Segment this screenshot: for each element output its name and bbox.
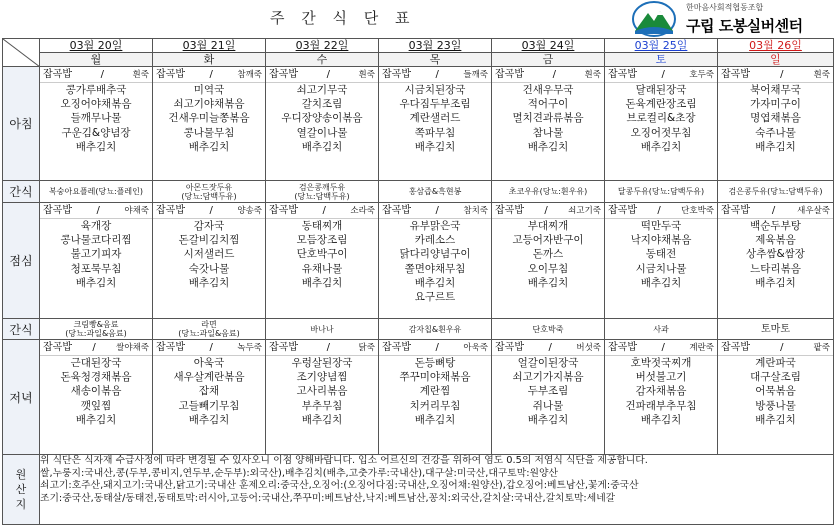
breakfast-cell (153, 67, 266, 181)
porridge-label: 흰죽 (584, 69, 601, 80)
rice-label: 잡곡밥 (608, 68, 637, 80)
breakfast-cell (605, 67, 718, 181)
snack-cell (605, 319, 718, 340)
rice-label: 잡곡밥 (156, 68, 185, 80)
dish-item: 가자미구이 (750, 98, 801, 111)
date-cell: 03월 20일 (40, 39, 153, 53)
rice-porridge-line (379, 340, 491, 356)
rice-porridge-line (605, 67, 717, 83)
dish-item: 감자국 (193, 220, 225, 232)
rice-porridge-line (718, 340, 833, 356)
dish-item: 배추김치 (755, 276, 796, 289)
weekday-cell: 금 (492, 53, 605, 67)
dish-item: 모듬장조림 (296, 234, 348, 247)
weekday-cell: 월 (40, 53, 153, 67)
weekday-cell: 수 (266, 53, 379, 67)
dish-item: 우다짐두부조림 (399, 98, 471, 111)
dish-item: 시금치나물 (635, 262, 687, 275)
dish-item: 조기양념찜 (296, 371, 348, 384)
porridge-label: 들깨죽 (463, 69, 488, 80)
meal-label-breakfast: 아침 (3, 67, 40, 181)
rice-label: 잡곡밥 (608, 204, 637, 216)
porridge-label: 흰죽 (358, 69, 375, 80)
slash-separator: / (771, 204, 776, 216)
org-logo (632, 1, 832, 37)
snack-cell (718, 181, 834, 203)
dish-item: 배추김치 (640, 140, 682, 153)
weekday-cell-saturday: 토 (605, 53, 718, 67)
rice-label: 잡곡밥 (43, 341, 72, 353)
date-cell: 03월 24일 (492, 39, 605, 53)
rice-porridge-line (266, 340, 378, 356)
snack-cell (379, 319, 492, 340)
dish-item: 배추김치 (755, 140, 796, 153)
porridge-label: 참치죽 (463, 205, 488, 216)
dish-item: 시금치된장국 (404, 84, 466, 96)
dish-item: 불고기피자 (70, 248, 122, 261)
dish-item: 배추김치 (301, 413, 343, 426)
slash-separator: / (209, 341, 213, 353)
slash-separator: / (326, 341, 330, 353)
porridge-label: 호두죽 (689, 69, 714, 80)
meal-label-snack: 간식 (3, 319, 40, 340)
date-cell-sunday: 03월 26일 (718, 39, 834, 53)
dish-item: 유채나물 (301, 262, 343, 275)
rice-porridge-line (40, 67, 152, 83)
rice-label: 잡곡밥 (721, 341, 750, 353)
rice-porridge-line (492, 203, 604, 219)
snack-cell (40, 181, 153, 203)
corner-cell (3, 39, 40, 67)
dish-item: 낙지야채볶음 (630, 234, 692, 247)
dish-item: 고등어자반구이 (512, 234, 584, 247)
rice-porridge-line (718, 203, 833, 219)
dish-item: 달래된장국 (635, 84, 687, 96)
dish-item: 브로컬리&초장 (626, 112, 696, 125)
date-cell: 03월 22일 (266, 39, 379, 53)
dish-item: 명엽채볶음 (750, 112, 801, 125)
rice-label: 잡곡밥 (269, 204, 298, 216)
slash-separator: / (435, 68, 439, 80)
dish-item: 깻잎찜 (80, 399, 112, 412)
dish-item: 우디장양송이볶음 (281, 112, 363, 125)
dish-item: 고사리볶음 (296, 385, 348, 398)
dish-item: 들깨무나물 (70, 112, 122, 125)
dish-item: 부대찌개 (527, 220, 569, 232)
dish-item: 돈등뼈탕 (414, 357, 456, 369)
dish-item: 쪽파무침 (414, 126, 456, 139)
dinner-cell (492, 340, 605, 455)
rice-label: 잡곡밥 (269, 68, 298, 80)
dish-item: 배추김치 (414, 276, 456, 289)
snack-item: 검은콩두유(당뇨:담백두유) (728, 187, 823, 196)
porridge-label: 흰죽 (132, 69, 149, 80)
dish-item: 숙주나물 (755, 126, 796, 139)
dish-item: 배추김치 (527, 276, 569, 289)
rice-porridge-line (40, 203, 152, 219)
dish-item: 배추김치 (527, 140, 569, 153)
snack-cell (605, 181, 718, 203)
dish-item: 시저샐러드 (183, 248, 235, 261)
dish-item: 호박젓국찌개 (630, 357, 692, 369)
snack-item: 바나나 (310, 324, 334, 334)
dish-item: 북어채무국 (750, 84, 801, 96)
dish-item: 어묵볶음 (755, 385, 796, 398)
rice-porridge-line (605, 203, 717, 219)
dish-item: 백순두부탕 (750, 220, 801, 232)
page-header (0, 0, 835, 38)
porridge-label: 녹두죽 (237, 342, 262, 353)
porridge-label: 야채죽 (124, 205, 149, 216)
dish-item: 쇠고기야채볶음 (173, 98, 245, 111)
dish-item: 버섯불고기 (635, 371, 687, 384)
dish-item: 돈갈비김치찜 (178, 234, 240, 247)
dish-item: 쭈꾸미야채볶음 (399, 371, 471, 384)
snack-item: 검은콩깨두유 (298, 182, 346, 192)
dish-item: 잡채 (198, 385, 220, 398)
org-name: 구립 도봉실버센터 (686, 17, 803, 35)
date-cell: 03월 21일 (153, 39, 266, 53)
dish-item: 두부조림 (527, 385, 569, 398)
snack-item: 아몬드잣두유 (185, 182, 233, 192)
dish-item: 미역국 (193, 84, 225, 96)
dish-item: 배추김치 (640, 276, 682, 289)
origin-line: 쇠고기:호주산,돼지고기:국내산,닭고기:국내산 훈제오리:중국산,오징어:(오징어다짐:국내산,오징어채:원양산),갑오징어:베트남산,꽃게:중국산 (40, 480, 639, 492)
dish-item: 구운김&양념장 (61, 126, 131, 139)
dish-item: 콩가루배추국 (65, 84, 127, 96)
dinner-cell (605, 340, 718, 455)
dish-item: 배추김치 (188, 413, 230, 426)
org-small-name: 한마음사회적협동조합 (686, 3, 764, 12)
meal-label-snack: 간식 (3, 181, 40, 203)
slash-separator: / (780, 68, 784, 80)
snack-item: 라면 (201, 320, 217, 329)
origin-line: 쌀,누룽지:국내산,콩(두부,콩비지,연두부,순두부):외국산),배추김치(배추,고춧가루:국내산),대구살:미국산,대구토막:원양산 (40, 467, 558, 479)
porridge-label: 쇠고기죽 (568, 205, 601, 216)
porridge-label: 참깨죽 (237, 69, 262, 80)
dish-item: 쫄면야채무침 (404, 262, 466, 275)
dinner-cell (266, 340, 379, 455)
porridge-label: 버섯죽 (576, 342, 601, 353)
dish-item: 배추김치 (414, 140, 456, 153)
porridge-label: 흰죽 (813, 69, 830, 80)
weekday-cell-sunday: 일 (718, 53, 834, 67)
dish-item: 제육볶음 (755, 234, 796, 247)
page-title: 주 간 식 단 표 (270, 9, 416, 27)
rice-label: 잡곡밥 (156, 204, 185, 216)
lunch-cell (266, 203, 379, 319)
dish-item: 대구살조림 (750, 371, 801, 384)
dish-item: 치커리무침 (409, 399, 461, 412)
breakfast-cell (718, 67, 834, 181)
porridge-label: 팥죽 (813, 342, 830, 353)
slash-separator: / (661, 68, 665, 80)
slash-separator: / (92, 341, 96, 353)
dish-item: 쇠고기무국 (296, 84, 348, 96)
diagonal-line (3, 39, 40, 67)
dish-item: 배추김치 (755, 413, 796, 426)
dish-item: 청포묵무침 (70, 262, 122, 275)
dish-item: 배추김치 (188, 276, 230, 289)
dish-item: 배추김치 (75, 413, 117, 426)
dish-item: 갈치조림 (301, 98, 343, 111)
snack-item: 크림빵&음료 (73, 320, 119, 329)
dish-item: 떡만두국 (640, 220, 682, 232)
dish-item: 쥐나물 (532, 399, 564, 412)
dish-item: 느타리볶음 (750, 262, 801, 275)
dish-item: 배추김치 (640, 413, 682, 426)
dish-item: 콩나물무침 (183, 126, 235, 139)
origin-notice (40, 455, 834, 525)
snack-cell (379, 181, 492, 203)
dish-item: 닭다리양념구이 (399, 248, 471, 261)
dish-item: 육개장 (80, 220, 112, 232)
slash-separator: / (96, 204, 100, 216)
lunch-cell (718, 203, 834, 319)
origin-line: 조기:중국산,동태살/동태전,동태토막:러시아,고등어:국내산,쭈꾸미:베트남산,낙지:베트남산,꽁치:외국산,갈치살:국내산,갈치토막:세네갈 (40, 492, 616, 504)
rice-porridge-line (153, 340, 265, 356)
dish-item: 건새우미늘쫑볶음 (168, 112, 250, 125)
rice-label: 잡곡밥 (382, 68, 411, 80)
dish-item: 배추김치 (188, 140, 230, 153)
dinner-cell (718, 340, 834, 455)
origin-label (3, 455, 40, 525)
slash-separator: / (552, 68, 556, 80)
porridge-label: 소라죽 (350, 205, 375, 216)
dish-item: 열갈이나물 (296, 126, 348, 139)
meal-label-dinner: 저녁 (3, 340, 40, 455)
dish-item: 카레소스 (414, 234, 456, 247)
rice-label: 잡곡밥 (495, 341, 524, 353)
slash-separator: / (780, 341, 784, 353)
slash-separator: / (326, 68, 330, 80)
snack-cell (153, 181, 266, 203)
rice-label: 잡곡밥 (269, 341, 298, 353)
rice-porridge-line (379, 203, 491, 219)
snack-item: 초코우유(당뇨:흰우유) (508, 187, 588, 196)
rice-label: 잡곡밥 (495, 68, 524, 80)
lunch-cell (153, 203, 266, 319)
snack-item: (당뇨:과일&음료) (65, 329, 127, 338)
snack-item: (당뇨:담백두유) (181, 191, 237, 201)
dish-item: 오징어야채볶음 (60, 98, 132, 111)
dish-item: 돈육청경채볶음 (60, 371, 132, 384)
dish-item: 상추쌈&쌈장 (746, 248, 805, 261)
rice-label: 잡곡밥 (721, 204, 750, 216)
dish-item: 멸치견과류볶음 (512, 112, 584, 125)
slash-separator: / (100, 68, 104, 80)
snack-item: 복숭아요플레(당뇨:플레인) (49, 187, 143, 196)
dish-item: 새송이볶음 (70, 385, 122, 398)
dish-item: 우렁살된장국 (291, 357, 353, 369)
slash-separator: / (209, 204, 213, 216)
dish-item: 오이무침 (527, 262, 569, 275)
rice-porridge-line (492, 340, 604, 356)
slash-separator: / (661, 341, 665, 353)
snack-cell (492, 319, 605, 340)
breakfast-cell (379, 67, 492, 181)
slash-separator: / (548, 341, 552, 353)
dish-item: 부추무침 (301, 399, 343, 412)
dish-item: 유부맑은국 (409, 220, 461, 232)
dish-item: 배추김치 (75, 276, 117, 289)
weekday-cell: 목 (379, 53, 492, 67)
dish-item: 숙갓나물 (188, 262, 230, 275)
rice-porridge-line (153, 203, 265, 219)
dish-item: 아욱국 (193, 357, 225, 369)
porridge-label: 계란죽 (689, 342, 714, 353)
origin-label-text: 원산지 (15, 468, 27, 511)
dish-item: 돈육계란장조림 (625, 98, 697, 111)
snack-item: 감자칩&흰우유 (408, 324, 462, 334)
dish-item: 배추김치 (527, 413, 569, 426)
dish-item: 콩나물코다리찜 (60, 234, 132, 247)
dish-item: 감자채볶음 (635, 385, 687, 398)
slash-separator: / (322, 204, 326, 216)
snack-cell (266, 319, 379, 340)
porridge-label: 단호박죽 (681, 205, 714, 216)
slash-separator: / (657, 204, 661, 216)
dish-item: 돈까스 (532, 248, 564, 261)
snack-cell (153, 319, 266, 340)
weekday-cell: 화 (153, 53, 266, 67)
porridge-label: 아욱죽 (463, 342, 488, 353)
rice-porridge-line (153, 67, 265, 83)
porridge-label: 양송죽 (237, 205, 262, 216)
rice-porridge-line (379, 67, 491, 83)
dinner-cell (153, 340, 266, 455)
lunch-cell (40, 203, 153, 319)
rice-porridge-line (718, 67, 833, 83)
dinner-cell (379, 340, 492, 455)
rice-porridge-line (40, 340, 152, 356)
snack-item: 사과 (653, 324, 669, 334)
snack-item: (당뇨:과일&음료) (178, 329, 240, 338)
rice-label: 잡곡밥 (43, 68, 72, 80)
rice-label: 잡곡밥 (721, 68, 750, 80)
dish-item: 방풍나물 (755, 399, 796, 412)
rice-porridge-line (266, 67, 378, 83)
dish-item: 배추김치 (75, 140, 117, 153)
rice-porridge-line (605, 340, 717, 356)
rice-label: 잡곡밥 (608, 341, 637, 353)
dish-item: 고들빼기무침 (178, 399, 240, 412)
date-cell: 03월 23일 (379, 39, 492, 53)
meal-label-lunch: 점심 (3, 203, 40, 319)
dish-item: 계란파국 (755, 357, 796, 369)
snack-item: 토마토 (761, 323, 790, 335)
dinner-cell (40, 340, 153, 455)
rice-label: 잡곡밥 (43, 204, 72, 216)
porridge-label: 쌀야채죽 (116, 342, 149, 353)
breakfast-cell (40, 67, 153, 181)
snack-cell (492, 181, 605, 203)
dish-item: 건새우무국 (522, 84, 574, 96)
snack-item: (당뇨:담백두유) (294, 191, 350, 201)
rice-label: 잡곡밥 (382, 341, 411, 353)
porridge-label: 새우살죽 (797, 205, 830, 216)
dish-item: 건파래부추무침 (625, 399, 697, 412)
dish-item: 동태전 (645, 248, 677, 261)
rice-label: 잡곡밥 (382, 204, 411, 216)
dish-item: 적어구이 (527, 98, 569, 111)
weekly-menu-table (2, 38, 834, 525)
snack-cell (40, 319, 153, 340)
snack-item: 달콩두유(당뇨:담백두유) (617, 187, 705, 196)
dish-item: 새우살계란볶음 (173, 371, 245, 384)
date-cell-saturday: 03월 25일 (605, 39, 718, 53)
notice-line: 위 식단은 식자재 수급사정에 따라 변경될 수 있사오니 이점 양해바랍니다. 입소 어르신의 건강을 위하여 염도 0.5의 저염식 식단을 제공합니다. (40, 455, 648, 466)
mountain-logo-icon (632, 1, 676, 37)
dish-item: 쇠고기가지볶음 (512, 371, 584, 384)
dish-item: 요구르트 (414, 291, 456, 304)
slash-separator: / (435, 204, 439, 216)
slash-separator: / (544, 204, 548, 216)
porridge-label: 닭죽 (358, 342, 375, 353)
snack-cell (266, 181, 379, 203)
dish-item: 계란샐러드 (409, 112, 461, 125)
dish-item: 근대된장국 (70, 357, 122, 369)
snack-item: 단호박죽 (532, 324, 564, 334)
snack-cell (718, 319, 834, 340)
dish-item: 참나물 (532, 126, 564, 139)
slash-separator: / (209, 68, 213, 80)
breakfast-cell (266, 67, 379, 181)
dish-item: 단호박구이 (296, 248, 348, 261)
rice-label: 잡곡밥 (495, 204, 524, 216)
rice-porridge-line (266, 203, 378, 219)
snack-item: 홍삼즙&흑현봉 (408, 187, 462, 196)
dish-item: 배추김치 (301, 140, 343, 153)
rice-label: 잡곡밥 (156, 341, 185, 353)
dish-item: 계란찜 (419, 385, 451, 398)
dish-item: 오징어젓무침 (630, 126, 692, 139)
breakfast-cell (492, 67, 605, 181)
lunch-cell (492, 203, 605, 319)
lunch-cell (379, 203, 492, 319)
dish-item: 얼갈이된장국 (517, 357, 579, 369)
slash-separator: / (435, 341, 439, 353)
dish-item: 동태찌개 (301, 220, 343, 232)
rice-porridge-line (492, 67, 604, 83)
dish-item: 배추김치 (301, 276, 343, 289)
dish-item: 배추김치 (414, 413, 456, 426)
lunch-cell (605, 203, 718, 319)
